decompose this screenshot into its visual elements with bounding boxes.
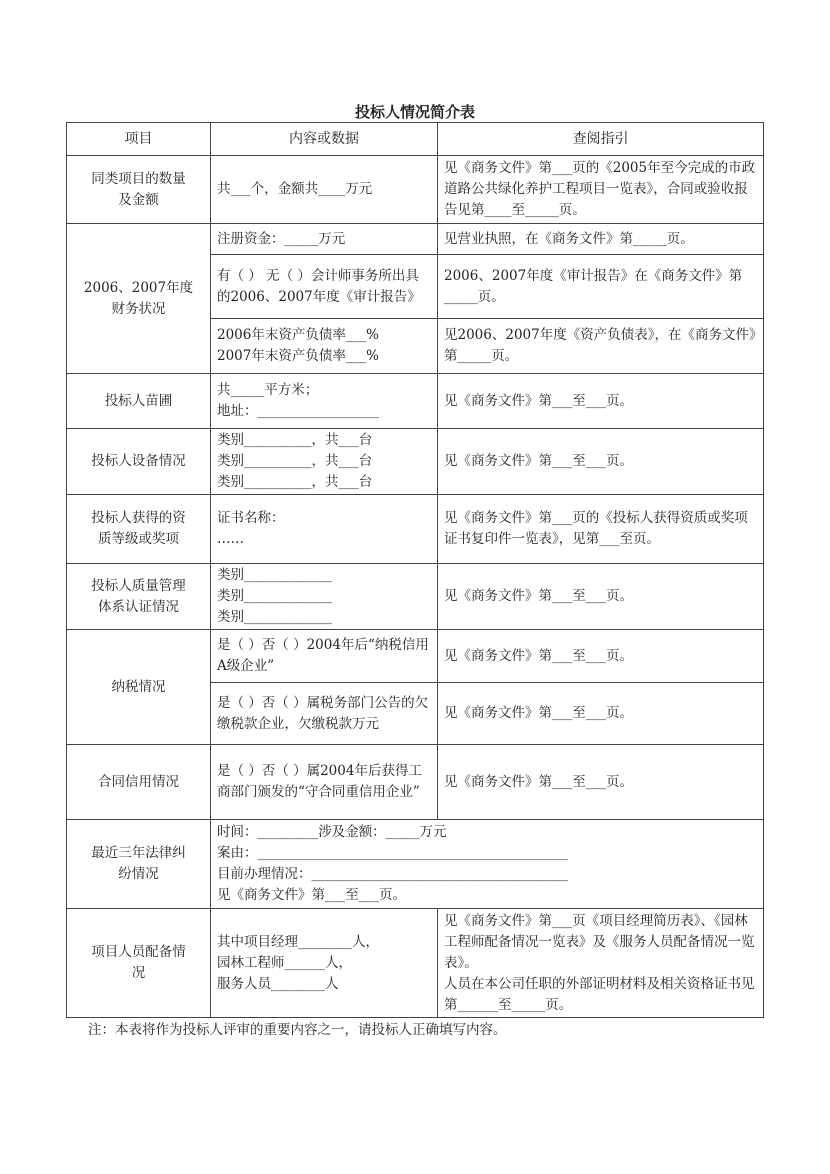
table-header-row	[67, 123, 764, 156]
row-guide: 2006、2007年度《审计报告》在《商务文件》第_____页。	[438, 255, 764, 319]
row-item: 投标人苗圃	[67, 374, 211, 429]
row-content: 注册资金：_____万元	[211, 224, 438, 255]
row-guide: 见《商务文件》第___页的《2005年至今完成的市政道路公共绿化养护工程项目一览表》，合同或验收报告见第____至_____页。	[438, 156, 764, 224]
row-content: 证书名称： ……	[211, 495, 438, 564]
row-item: 投标人质量管理 体系认证情况	[67, 564, 211, 630]
row-content: 是（ ）否（ ）属2004年后获得工商部门颁发的“守合同重信用企业”	[211, 745, 438, 820]
row-guide: 见《商务文件》第___至___页。	[438, 683, 764, 745]
row-content: 其中项目经理________人， 园林工程师______人， 服务人员________人	[211, 909, 438, 1018]
header-guide: 查阅指引	[438, 123, 764, 156]
row-guide: 见《商务文件》第___页《项目经理简历表》、《园林工程师配备情况一览表》及《服务人员配备情况一览表》。 人员在本公司任职的外部证明材料及相关资格证书见第______至_____页。	[438, 909, 764, 1018]
row-item: 最近三年法律纠 纷情况	[67, 820, 211, 909]
row-content: 是（ ）否（ ）2004年后“纳税信用A级企业”	[211, 630, 438, 683]
table-row	[67, 630, 764, 683]
row-content: 类别__________，共___台 类别__________，共___台 类别__________，共___台	[211, 429, 438, 495]
row-guide: 见《商务文件》第___至___页。	[438, 564, 764, 630]
row-content: 是（ ）否（ ）属税务部门公告的欠缴税款企业，欠缴税款万元	[211, 683, 438, 745]
row-guide: 见营业执照，在《商务文件》第_____页。	[438, 224, 764, 255]
row-guide: 见《商务文件》第___至___页。	[438, 429, 764, 495]
row-item: 投标人获得的资 质等级或奖项	[67, 495, 211, 564]
row-content: 类别_____________ 类别_____________ 类别_____________	[211, 564, 438, 630]
table-row	[67, 909, 764, 1018]
row-item: 项目人员配备情 况	[67, 909, 211, 1018]
table-row	[67, 745, 764, 820]
table-row	[67, 429, 764, 495]
header-content: 内容或数据	[211, 123, 438, 156]
row-content: 有（ ） 无（ ）会计师事务所出具的2006、2007年度《审计报告》	[211, 255, 438, 319]
row-item: 投标人设备情况	[67, 429, 211, 495]
row-guide: 见2006、2007年度《资产负债表》，在《商务文件》第_____页。	[438, 319, 764, 374]
row-item: 合同信用情况	[67, 745, 211, 820]
row-content: 时间：_________涉及金额：_____万元 案由：______________________________________________ 目前办理情况：______________________________________ 见《商务文件》第___至___页。	[211, 820, 764, 909]
row-item: 纳税情况	[67, 630, 211, 745]
table-row	[67, 495, 764, 564]
bidder-info-table	[66, 122, 764, 1018]
page-title: 投标人情况简介表	[354, 103, 475, 121]
row-item: 2006、2007年度 财务状况	[67, 224, 211, 374]
table-row	[67, 820, 764, 909]
table-row	[67, 564, 764, 630]
row-item: 同类项目的数量 及金额	[67, 156, 211, 224]
table-row	[67, 374, 764, 429]
row-content: 共___个，金额共____万元	[211, 156, 438, 224]
row-content: 2006年末资产负债率___% 2007年末资产负债率___%	[211, 319, 438, 374]
footnote: 注：本表将作为投标人评审的重要内容之一，请投标人正确填写内容。	[88, 1022, 507, 1038]
row-content: 共_____平方米； 地址：__________________	[211, 374, 438, 429]
row-guide: 见《商务文件》第___页的《投标人获得资质或奖项证书复印件一览表》，见第___至页。	[438, 495, 764, 564]
table-row	[67, 224, 764, 255]
table-row	[67, 156, 764, 224]
row-guide: 见《商务文件》第___至___页。	[438, 374, 764, 429]
row-guide: 见《商务文件》第___至___页。	[438, 745, 764, 820]
row-guide: 见《商务文件》第___至___页。	[438, 630, 764, 683]
header-item: 项目	[67, 123, 211, 156]
